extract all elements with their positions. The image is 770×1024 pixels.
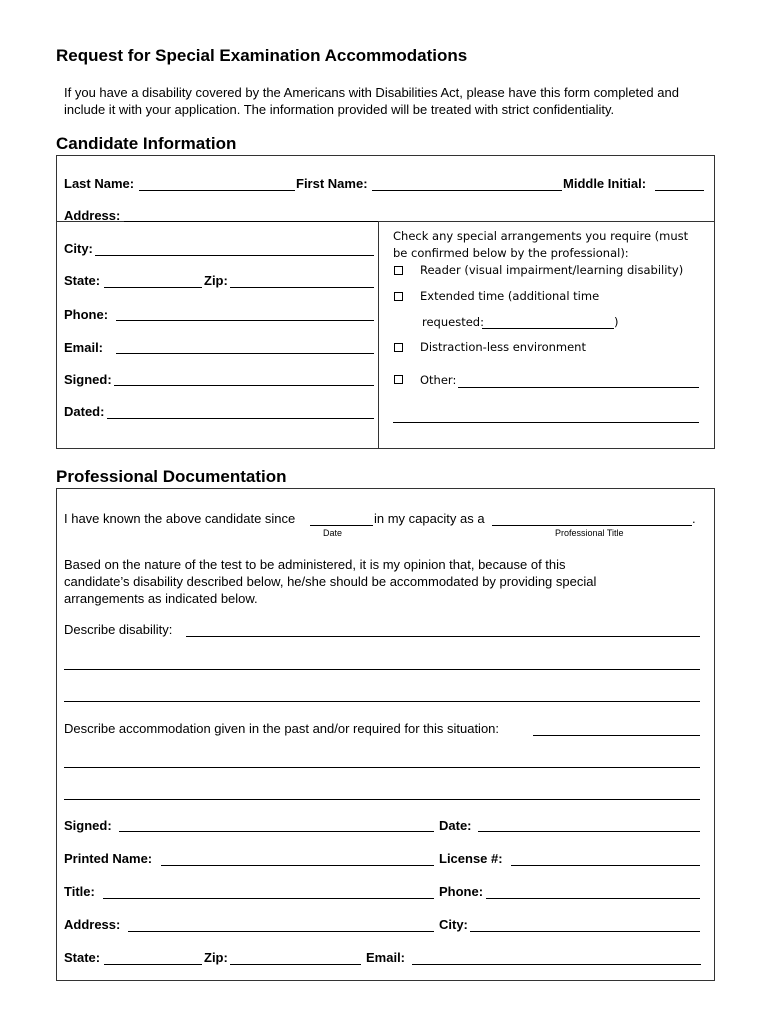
requested-time-label: requested:: [422, 315, 484, 329]
other-field-continued[interactable]: [393, 422, 699, 423]
professional-address-field[interactable]: [128, 931, 434, 932]
professional-title-caption: Professional Title: [555, 528, 624, 538]
arrangements-instructions: Check any special arrangements you require (must be confirmed below by the professional):: [393, 229, 689, 260]
professional-title-field[interactable]: [492, 525, 692, 526]
license-label: License #:: [439, 851, 503, 866]
phone-label: Phone:: [64, 307, 109, 322]
last-name-label: Last Name:: [64, 176, 135, 191]
professional-date-label: Date:: [439, 818, 472, 833]
candidate-box: [56, 155, 715, 449]
middle-initial-field[interactable]: [655, 190, 704, 191]
city-label: City:: [64, 241, 93, 256]
professional-email-label: Email:: [366, 950, 406, 965]
professional-phone-label: Phone:: [439, 884, 484, 899]
requested-time-close: ): [614, 315, 619, 329]
professional-title-line[interactable]: [103, 898, 434, 899]
other-checkbox[interactable]: [394, 375, 403, 384]
professional-address-label: Address:: [64, 917, 121, 932]
professional-title-label: Title:: [64, 884, 95, 899]
describe-disability-line-2[interactable]: [64, 669, 700, 670]
professional-date-field[interactable]: [478, 831, 700, 832]
professional-email-field[interactable]: [412, 964, 701, 965]
form-title: Request for Special Examination Accommodations: [56, 46, 468, 65]
license-field[interactable]: [511, 865, 700, 866]
printed-name-label: Printed Name:: [64, 851, 153, 866]
professional-phone-field[interactable]: [486, 898, 700, 899]
requested-time-field[interactable]: [482, 328, 614, 329]
professional-state-field[interactable]: [104, 964, 202, 965]
address-label: Address:: [64, 208, 121, 223]
opinion-text: Based on the nature of the test to be administered, it is my opinion that, because of this candidate’s disability described below, he/she should be accommodated by providing special arrangements as indicated below.: [64, 557, 597, 606]
signed-field[interactable]: [114, 385, 374, 386]
professional-zip-label: Zip:: [204, 950, 228, 965]
describe-accommodation-line-3[interactable]: [64, 799, 700, 800]
intro-text: If you have a disability covered by the Americans with Disabilities Act, please have this form completed and include it with your application. The information provided will be treated with strict confidentiality.: [64, 85, 679, 117]
describe-disability-line-3[interactable]: [64, 701, 700, 702]
signed-label: Signed:: [64, 372, 112, 387]
dated-field[interactable]: [107, 418, 374, 419]
candidate-heading: Candidate Information: [56, 134, 237, 153]
known-since-text: I have known the above candidate since: [64, 511, 296, 526]
middle-initial-label: Middle Initial:: [563, 176, 647, 191]
other-option-label: Other:: [420, 373, 457, 387]
professional-heading: Professional Documentation: [56, 467, 287, 486]
extended-time-checkbox[interactable]: [394, 292, 403, 301]
printed-name-field[interactable]: [161, 865, 434, 866]
describe-accommodation-label: Describe accommodation given in the past and/or required for this situation:: [64, 721, 500, 736]
sentence-period: .: [692, 511, 696, 526]
state-field[interactable]: [104, 287, 202, 288]
address-field[interactable]: [124, 221, 378, 222]
state-label: State:: [64, 273, 101, 288]
professional-signed-label: Signed:: [64, 818, 112, 833]
professional-signed-field[interactable]: [119, 831, 434, 832]
first-name-field[interactable]: [372, 190, 562, 191]
professional-zip-field[interactable]: [230, 964, 361, 965]
last-name-field[interactable]: [139, 190, 295, 191]
reader-checkbox[interactable]: [394, 266, 403, 275]
other-field[interactable]: [458, 387, 699, 388]
date-caption: Date: [323, 528, 343, 538]
zip-label: Zip:: [204, 273, 228, 288]
dated-label: Dated:: [64, 404, 105, 419]
candidate-column-divider: [378, 221, 379, 449]
distraction-free-checkbox[interactable]: [394, 343, 403, 352]
describe-accommodation-field[interactable]: [533, 735, 700, 736]
zip-field[interactable]: [230, 287, 374, 288]
email-field[interactable]: [116, 353, 374, 354]
describe-accommodation-line-2[interactable]: [64, 767, 700, 768]
extended-time-option-label: Extended time (additional time: [420, 289, 600, 303]
phone-field[interactable]: [116, 320, 374, 321]
professional-state-label: State:: [64, 950, 101, 965]
known-since-date-field[interactable]: [310, 525, 373, 526]
reader-option-label: Reader (visual impairment/learning disability): [420, 263, 684, 277]
professional-city-label: City:: [439, 917, 468, 932]
capacity-text: in my capacity as a: [374, 511, 485, 526]
city-field[interactable]: [95, 255, 374, 256]
email-label: Email:: [64, 340, 104, 355]
describe-disability-field[interactable]: [186, 636, 700, 637]
distraction-free-option-label: Distraction-less environment: [420, 340, 586, 354]
first-name-label: First Name:: [296, 176, 368, 191]
professional-city-field[interactable]: [470, 931, 700, 932]
describe-disability-label: Describe disability:: [64, 622, 173, 637]
